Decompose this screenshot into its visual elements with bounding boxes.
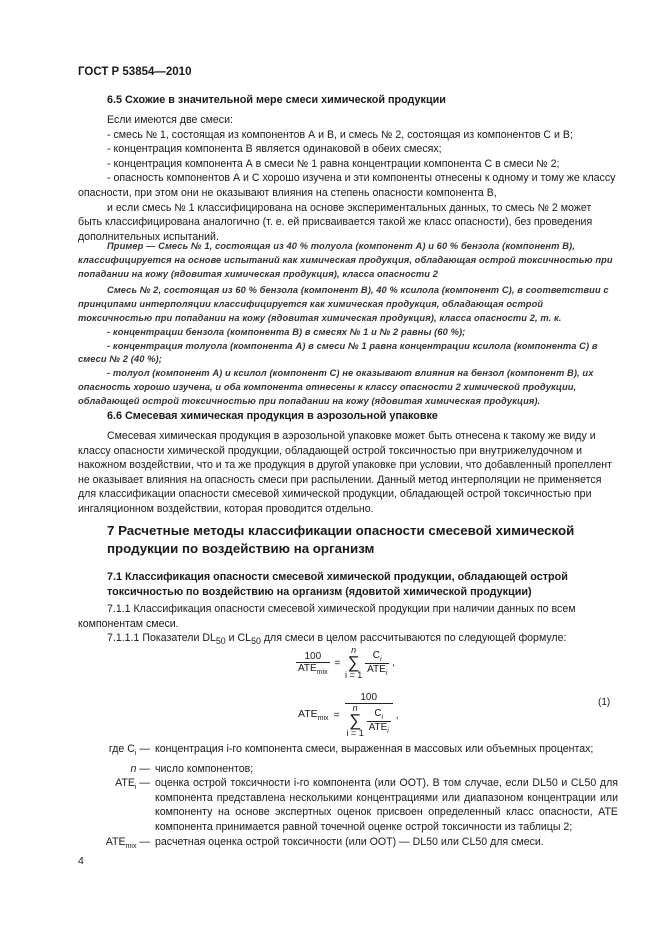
text: — — [136, 835, 150, 848]
definition-row — [78, 762, 618, 777]
text: n — [130, 762, 137, 775]
fraction — [365, 650, 389, 677]
sub: mix — [317, 715, 329, 723]
numerator — [365, 650, 389, 664]
text: и CL — [225, 632, 252, 645]
example-block — [78, 240, 618, 409]
section-6-5-title: 6.5 Схожие в значительной мере смеси химической продукции — [107, 94, 446, 106]
example-2: Смесь № 2, состоящая из 60 % бензола (компонент В), 40 % ксилола (компонент С), в соответствии с принципами интерполяции классифицируется как химическая продукция, обладающая острой токсичностью при попадании на кожу (ядовитая химическая продукция), класса опасности 2, т. к. — [78, 285, 609, 323]
definition-term — [78, 835, 155, 855]
list-item: - опасность компонентов А и С хорошо изучена и эти компоненты отнесены к одному и тому же классу опасности, при этом они не оказывают влияния на степень опасности компонента В, — [78, 172, 616, 199]
ate-mix — [298, 707, 329, 723]
summation — [347, 704, 364, 738]
sub: mix — [316, 668, 328, 676]
sub: i — [134, 784, 137, 792]
definition-text: число компонентов; — [155, 762, 254, 775]
formula-line-1 — [296, 646, 395, 680]
list-item: - смесь № 1, состоящая из компонентов А и В, и смесь № 2, состоящая из компонентов С и В; — [107, 128, 573, 141]
fraction — [296, 651, 330, 676]
text: ATE — [367, 663, 386, 675]
text: C — [374, 707, 382, 719]
sum-top: n — [351, 645, 357, 655]
text: — — [136, 762, 150, 775]
text: ATE — [368, 721, 388, 733]
sub: i — [380, 655, 382, 663]
fraction — [367, 708, 391, 735]
sigma-icon: ∑ — [349, 711, 362, 730]
section-7-title: 7 Расчетные методы классификации опасности смесевой химической продукции по воздействию на организм — [107, 523, 575, 556]
page-number: 4 — [78, 855, 84, 867]
intro: Если имеются две смеси: — [107, 114, 233, 126]
definition-row — [78, 742, 618, 762]
definition-row — [78, 776, 618, 834]
text: ATE — [298, 662, 317, 674]
example-item: - концентрация толуола (компонента А) в смеси № 1 равна концентрации ксилола (компонента С) в смеси № 2 (40 %); — [78, 340, 598, 365]
sum-bottom: i = 1 — [346, 728, 364, 738]
summation — [345, 646, 362, 680]
denominator — [296, 663, 330, 676]
numerator: 100 — [296, 651, 330, 663]
denominator — [365, 664, 389, 677]
text: где C — [108, 743, 135, 755]
text: — — [136, 743, 150, 755]
definition-term — [78, 776, 155, 834]
example-item: - толуол (компонент А) и ксилол (компонент С) не оказывают влияния на бензол (компонент В), их опасность хорошо изучена, и оба компонента отнесены к классу опасности 2 химической продукции, обладающей острой токсичностью при попадании на кожу (ядовитая химическая продукция). — [78, 368, 594, 406]
numerator — [367, 708, 391, 722]
definitions-list — [78, 742, 618, 854]
equation-number: (1) — [598, 697, 611, 708]
text: для смеси в целом рассчитываются по следующей формуле: — [260, 632, 567, 645]
definition-text: расчетная оценка острой токсичности (или OOT) — DL50 или CL50 для смеси. — [155, 835, 544, 848]
fraction — [345, 692, 393, 738]
text: C — [372, 649, 381, 661]
text: ATE — [298, 707, 318, 720]
conclusion: и если смесь № 1 классифицирована на основе экспериментальных данных, то смесь № 2 может быть классифицирована аналогично (т. е. ей присваивается такой же класс опасности), без проведения дополнительных испытаний. — [78, 201, 593, 243]
document-header: ГОСТ Р 53854—2010 — [78, 66, 192, 78]
section-7-1-body — [78, 602, 618, 649]
sub: i — [381, 713, 384, 721]
definition-term — [78, 762, 155, 777]
equals: = — [334, 657, 341, 669]
sum-bottom: i = 1 — [345, 670, 363, 680]
text: — — [136, 777, 150, 790]
text: ATE — [115, 777, 135, 790]
text: ATE — [105, 835, 126, 848]
comma: , — [395, 709, 399, 721]
text: 7.1.1.1 Показатели DL — [107, 632, 216, 645]
equals: = — [333, 709, 340, 721]
sub: i — [134, 750, 137, 758]
sub: 50 — [215, 636, 226, 647]
sub: i — [387, 727, 389, 735]
sigma-icon: ∑ — [347, 653, 360, 672]
section-6-5-body — [78, 113, 618, 244]
sub: mix — [125, 842, 137, 850]
denominator — [367, 722, 391, 735]
definition-text: концентрация i-го компонента смеси, выраженная в массовых или объемных процентах; — [155, 743, 594, 755]
numerator: 100 — [345, 692, 393, 704]
formula-line-2 — [298, 692, 399, 738]
section-6-6-body — [78, 429, 618, 517]
example-1: Пример — Смесь № 1, состоящая из 40 % толуола (компонент А) и 60 % бензола (компонент В), классифицируется на основе испытаний как химическая продукция, обладающая острой токсичностью при попадании на кожу (ядовитая химическая продукция), класса опасности 2 — [78, 241, 613, 279]
sub: 50 — [251, 636, 261, 647]
definition-term — [78, 742, 155, 762]
paragraph: Смесевая химическая продукция в аэрозольной упаковке может быть отнесена к такому же виду и классу опасности химической продукции, обладающей острой токсичностью при внутрижелудочном и накожном воздействии, что и та же продукция в другой упаковке при условии, что добавленный пропеллент не оказывает влияния на опасность смеси при распылении. Данный метод интерполяции не применяется для классификации опасности смесевой химической продукции, обладающей острой токсичностью при ингаляционном воздействии, которая проводится отдельно. — [78, 430, 612, 515]
comma: , — [392, 657, 395, 669]
section-6-6-title: 6.6 Смесевая химическая продукция в аэрозольной упаковке — [107, 410, 438, 422]
denominator — [345, 704, 393, 738]
example-item: - концентрации бензола (компонента В) в смесях № 1 и № 2 равны (60 %); — [107, 326, 466, 337]
sum-top: n — [352, 703, 358, 713]
list-item: - концентрация компонента В является одинаковой в обеих смесях; — [107, 143, 442, 156]
paragraph-7-1-1: 7.1.1 Классификация опасности смесевой химической продукции при наличии данных по всем компонентам смеси. — [78, 603, 576, 630]
definition-text: оценка острой токсичности i-го компонента (или OOT). В том случае, если DL50 и CL50 для компонента представлена несколькими концентрациями или диапазоном концентрации или компоненту на основе экспертных оценок присвоен определенный класс опасности, ATE компонента принимается равной точечной оценке острой токсичности из таблицы 2; — [155, 777, 618, 834]
section-7-1-title: 7.1 Классификация опасности смесевой химической продукции, обладающей острой токсичностью по воздействию на организм (ядовитой химической продукции) — [107, 571, 568, 598]
definition-row — [78, 835, 618, 855]
list-item: - концентрация компонента А в смеси № 1 равна концентрации компонента С в смеси № 2; — [107, 157, 560, 170]
sub: i — [385, 669, 388, 677]
